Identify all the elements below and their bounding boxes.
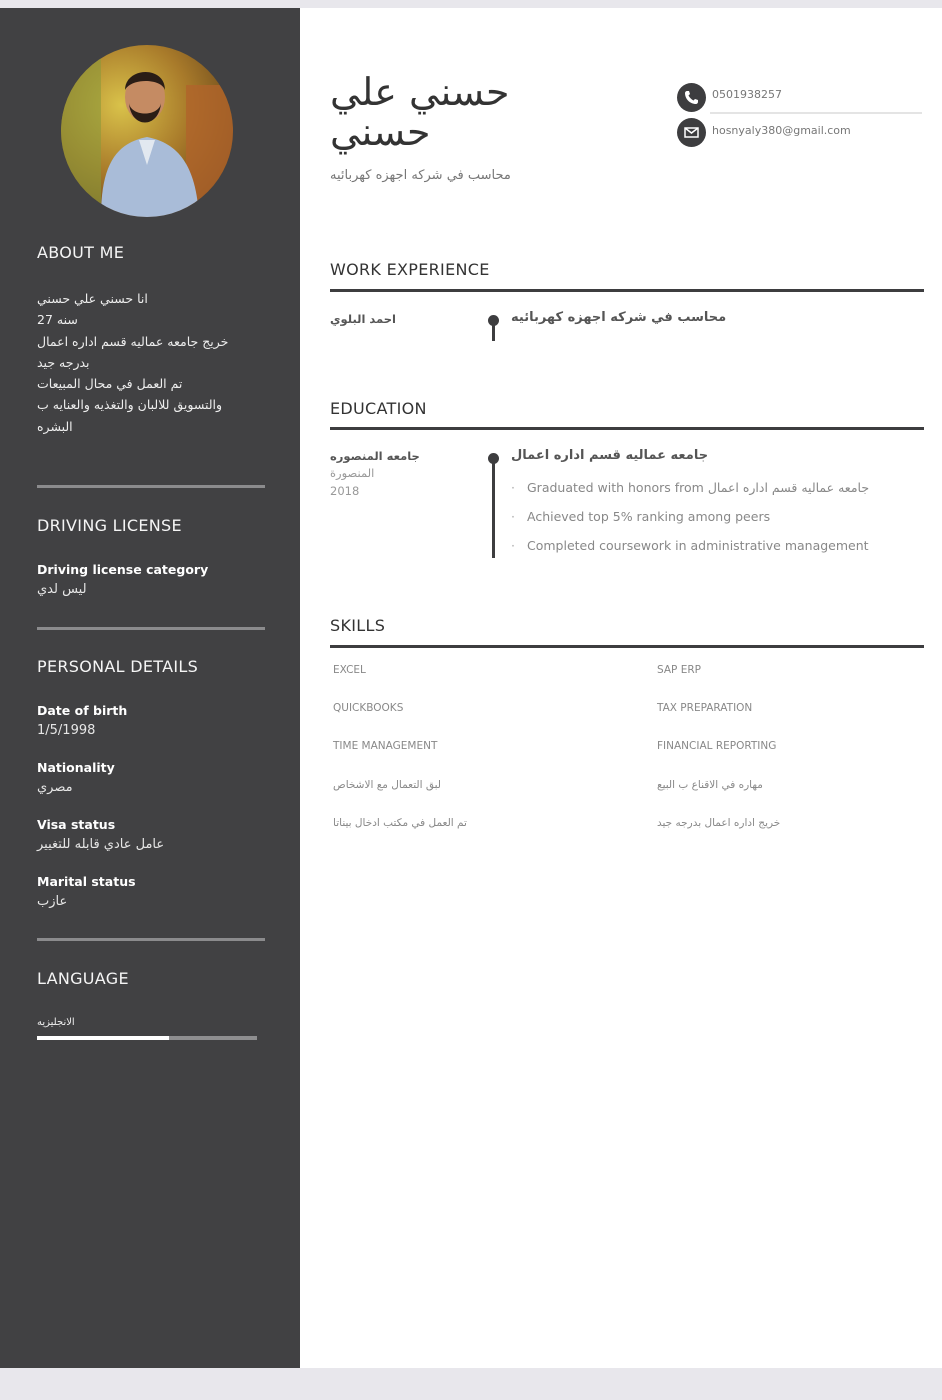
section-rule — [330, 289, 924, 292]
marital-label: Marital status — [37, 874, 136, 889]
edu-school: جامعه المنصوره — [330, 449, 420, 463]
visa-label: Visa status — [37, 817, 116, 832]
email-icon — [677, 118, 706, 147]
driving-label: Driving license category — [37, 562, 209, 577]
skill-item: تم العمل في مكتب ادخال بيناتا — [333, 817, 467, 829]
skill-item: QUICKBOOKS — [333, 702, 404, 714]
divider — [37, 627, 265, 630]
visa-value: عامل عادي قابله للتغيير — [37, 837, 165, 852]
education-heading: EDUCATION — [330, 399, 427, 418]
full-name: حسني علي حسني — [330, 70, 510, 154]
divider — [37, 485, 265, 488]
about-heading: ABOUT ME — [37, 243, 125, 262]
skills-heading: SKILLS — [330, 616, 386, 635]
nationality-value: مصري — [37, 780, 73, 795]
about-text: انا حسني علي حسني سنه 27 خريج جامعه عماليه قسم اداره اعمال بدرجه جيد تم العمل في محال المبيعات والتسويق للالبان والتغذيه والعنايه ب البشره — [37, 291, 229, 434]
edu-bullet: · Graduated with honors from جامعه عماليه قسم اداره اعمال — [511, 480, 870, 495]
edu-bullet: · Completed coursework in administrative management — [511, 538, 869, 553]
edu-year: 2018 — [330, 484, 360, 498]
avatar — [61, 45, 233, 217]
email-text[interactable]: hosnyaly380@gmail.com — [712, 124, 851, 137]
timeline-line — [492, 460, 495, 558]
skill-item: TIME MANAGEMENT — [333, 740, 438, 752]
section-rule — [330, 645, 924, 648]
skill-item: TAX PREPARATION — [657, 702, 753, 714]
job-subtitle: محاسب في شركه اجهزه كهربائيه — [330, 168, 511, 183]
work-heading: WORK EXPERIENCE — [330, 260, 490, 279]
dob-value: 1/5/1998 — [37, 723, 96, 738]
work-role: محاسب في شركه اجهزه كهربائيه — [511, 310, 727, 325]
dob-label: Date of birth — [37, 703, 128, 718]
personal-heading: PERSONAL DETAILS — [37, 657, 199, 676]
contact-divider — [710, 112, 922, 114]
divider — [37, 938, 265, 941]
language-heading: LANGUAGE — [37, 969, 129, 988]
edu-city: المنصورة — [330, 466, 375, 480]
skill-item: SAP ERP — [657, 664, 701, 676]
marital-value: عازب — [37, 894, 68, 909]
language-name: الانجليزيه — [37, 1017, 75, 1028]
edu-bullet: · Achieved top 5% ranking among peers — [511, 509, 771, 524]
skill-item: مهاره في الاقناع ب البيع — [657, 779, 763, 791]
phone-icon — [677, 83, 706, 112]
skill-item: EXCEL — [333, 664, 366, 676]
language-level-bar — [37, 1036, 257, 1040]
nationality-label: Nationality — [37, 760, 115, 775]
sidebar — [0, 8, 300, 1368]
edu-degree: جامعه عماليه قسم اداره اعمال — [511, 448, 709, 463]
language-level-fill — [37, 1036, 169, 1040]
phone-text[interactable]: 0501938257 — [712, 88, 782, 101]
section-rule — [330, 427, 924, 430]
timeline-line — [492, 322, 495, 341]
driving-heading: DRIVING LICENSE — [37, 516, 182, 535]
driving-value: ليس لدي — [37, 582, 87, 597]
work-company: احمد البلوي — [330, 312, 396, 326]
resume-page — [0, 8, 942, 1368]
skill-item: FINANCIAL REPORTING — [657, 740, 777, 752]
skill-item: لبق التعمال مع الاشخاص — [333, 779, 441, 791]
skill-item: خريج اداره اعمال بدرجه جيد — [657, 817, 781, 829]
